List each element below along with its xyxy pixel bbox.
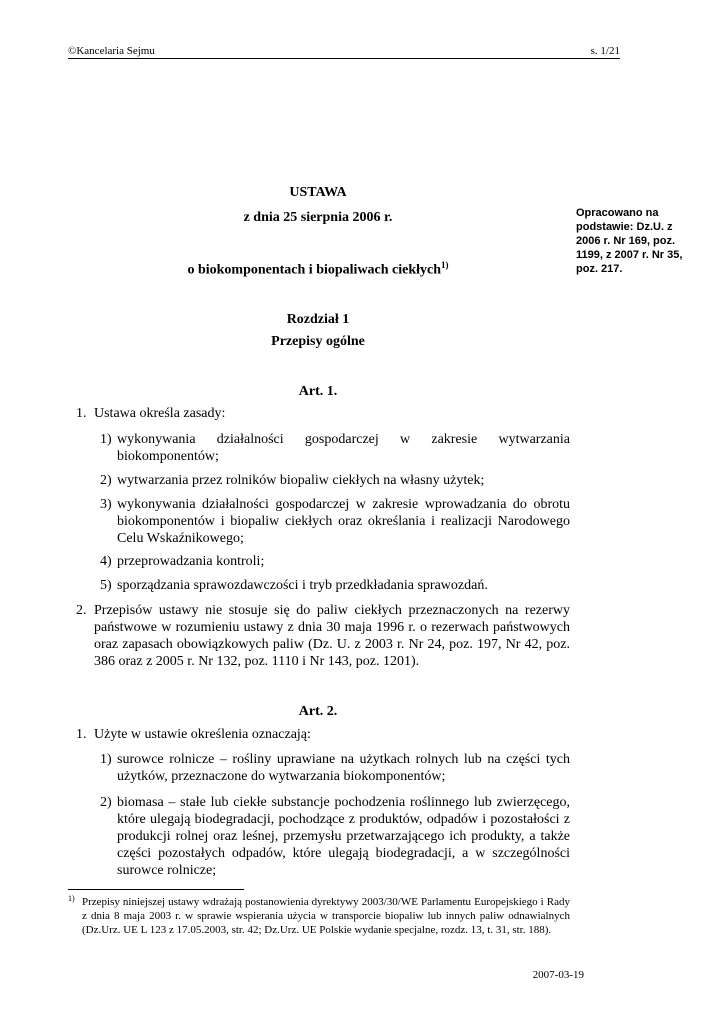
item-number: 1) <box>100 752 112 767</box>
art1-item-3 <box>100 496 570 547</box>
paragraph-text: Ustawa określa zasady: <box>94 406 226 421</box>
art1-paragraph-1 <box>76 405 570 422</box>
item-text: wykonywania działalności gospodarczej w zakresie wprowadzania do obrotu biokomponentów i biopaliw ciekłych oraz określania i realizacji Narodowego Celu Wskaźnikowego; <box>117 497 570 546</box>
paragraph-text: Przepisów ustawy nie stosuje się do paliw ciekłych przeznaczonych na rezerwy państwowe w rozumieniu ustawy z dnia 30 maja 1996 r. o rezerwach państwowych oraz zapasach obowiązkowych paliw (Dz. U. z 2003 r. Nr 24, poz. 197, Nr 42, poz. 386 oraz z 2005 r. Nr 132, poz. 1110 i Nr 143, poz. 1201). <box>94 603 570 669</box>
footnote-rule <box>68 889 244 890</box>
act-type: USTAWA <box>289 185 347 200</box>
paragraph-number: 1. <box>76 406 87 421</box>
art1-item-5 <box>100 577 570 594</box>
art1-item-1 <box>100 431 570 465</box>
footnote-ref: 1) <box>441 260 449 270</box>
paragraph-number: 2. <box>76 603 87 618</box>
art1-item-2 <box>100 472 570 489</box>
art1-paragraph-2 <box>76 602 570 670</box>
art2-item-1 <box>100 751 570 785</box>
item-number: 4) <box>100 554 112 569</box>
item-text: przeprowadzania kontroli; <box>117 554 265 569</box>
footnote <box>68 895 570 937</box>
item-number: 2) <box>100 473 112 488</box>
art1-heading: Art. 1. <box>298 384 338 399</box>
item-number: 5) <box>100 578 112 593</box>
act-date: z dnia 25 sierpnia 2006 r. <box>243 210 393 225</box>
chapter-label: Rozdział 1 <box>286 312 350 327</box>
item-text: wykonywania działalności gospodarczej w zakresie wytwarzania biokomponentów; <box>117 432 570 464</box>
item-number: 3) <box>100 497 112 512</box>
item-text: surowce rolnicze – rośliny uprawiane na użytkach rolnych lub na części tych użytków, przeznaczone do wytwarzania biokomponentów; <box>117 752 570 784</box>
item-number: 2) <box>100 795 112 810</box>
art1-item-4 <box>100 553 570 570</box>
paragraph-number: 1. <box>76 727 87 742</box>
footnote-mark: 1) <box>68 894 75 903</box>
chapter-name: Przepisy ogólne <box>271 334 365 349</box>
footnote-text: Przepisy niniejszej ustawy wdrażają postanowienia dyrektywy 2003/30/WE Parlamentu Europejskiego i Rady z dnia 8 maja 2003 r. w sprawie wspierania użycia w transporcie biopaliw lub innych paliw odnawialnych (Dz.Urz. UE L 123 z 17.05.2003, str. 42; Dz.Urz. UE Polskie wydanie specjalne, rozdz. 13, t. 31, str. 188). <box>82 896 570 936</box>
item-text: biomasa – stałe lub ciekłe substancje pochodzenia roślinnego lub zwierzęcego, które ulegają biodegradacji, pochodzące z produktów, odpadów i pozostałości z produkcji rolnej oraz leśnej, przemysłu przetwarzającego ich produkty, a także części pozostałych odpadów, które ulegają biodegradacji, a w szczególności surowce rolnicze; <box>117 795 570 878</box>
paragraph-text: Użyte w ustawie określenia oznaczają: <box>94 727 311 742</box>
item-number: 1) <box>100 432 112 447</box>
act-subject <box>68 260 568 279</box>
header-page-number: s. 1/21 <box>590 45 620 57</box>
item-text: sporządzania sprawozdawczości i tryb przedkładania sprawozdań. <box>117 578 488 593</box>
header-rule <box>68 58 620 59</box>
act-subject-text: o biokomponentach i biopaliwach ciekłych <box>187 262 442 278</box>
header-publisher: ©Kancelaria Sejmu <box>68 45 155 57</box>
art2-paragraph-1 <box>76 726 570 743</box>
document-date: 2007-03-19 <box>532 969 584 981</box>
art2-item-2 <box>100 794 570 879</box>
art2-heading: Art. 2. <box>298 704 338 719</box>
side-note: Opracowano na podstawie: Dz.U. z 2006 r. Nr 169, poz. 1199, z 2007 r. Nr 35, poz. 217. <box>576 207 683 275</box>
item-text: wytwarzania przez rolników biopaliw ciekłych na własny użytek; <box>117 473 485 488</box>
